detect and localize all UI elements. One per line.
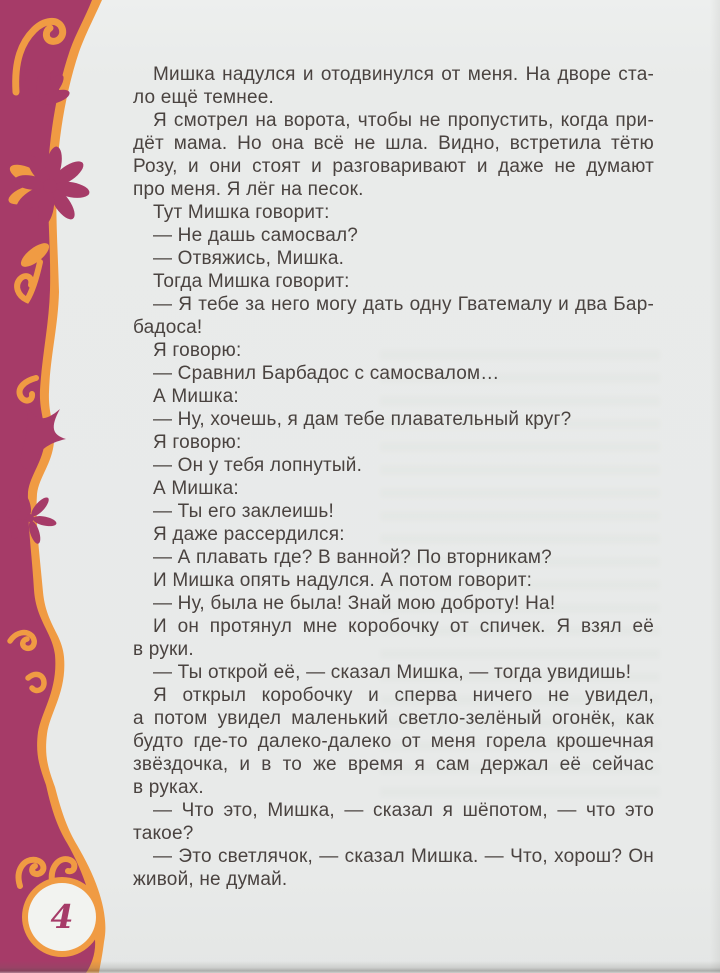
text-line: — Не дашь самосвал? bbox=[153, 225, 359, 246]
text-line: такое? bbox=[133, 823, 194, 844]
text-line: — Ты открой её, — сказал Мишка, — тогда увидишь! bbox=[153, 662, 632, 683]
text-line: в руках. bbox=[133, 777, 204, 798]
text-line: живой, не думай. bbox=[133, 869, 288, 890]
text-line: — Что это, Мишка, — сказал я шёпотом, — что это bbox=[153, 800, 654, 821]
text-line: Тогда Мишка говорит: bbox=[153, 271, 350, 292]
page-right-edge-shadow bbox=[710, 0, 720, 973]
text-line: — Ты его заклеишь! bbox=[153, 501, 335, 522]
text-line: А Мишка: bbox=[153, 478, 239, 499]
text-line: в руки. bbox=[133, 639, 194, 660]
floral-border-ornament bbox=[0, 0, 130, 973]
text-line: — А плавать где? В ванной? По вторникам? bbox=[153, 547, 552, 568]
text-line: — Ну, хочешь, я дам тебе плавательный круг? bbox=[153, 409, 572, 430]
text-line: про меня. Я лёг на песок. bbox=[133, 179, 364, 200]
text-line: Я говорю: bbox=[153, 340, 242, 361]
text-line: Мишка надулся и отодвинулся от меня. На дворе ста- bbox=[153, 64, 654, 85]
text-line: Розу, и они стоят и разговаривают и даже не думают bbox=[133, 156, 654, 177]
text-line: А Мишка: bbox=[153, 386, 239, 407]
text-line: звёздочка, и в то же время я сам держал её сейчас bbox=[133, 754, 654, 775]
text-line: дёт мама. Но она всё не шла. Видно, встретила тётю bbox=[133, 133, 654, 154]
text-line: И Мишка опять надулся. А потом говорит: bbox=[153, 570, 533, 591]
text-line: а потом увидел маленький светло-зелёный огонёк, как bbox=[133, 708, 654, 729]
story-text bbox=[133, 63, 654, 891]
page-number: 4 bbox=[50, 897, 74, 936]
text-line: Я даже рассердился: bbox=[153, 524, 345, 545]
text-line: И он протянул мне коробочку от спичек. Я взял её bbox=[153, 616, 654, 637]
text-line: — Он у тебя лопнутый. bbox=[153, 455, 363, 476]
text-line: Я говорю: bbox=[153, 432, 242, 453]
text-line: будто где-то далеко-далеко от меня горела крошечная bbox=[133, 731, 654, 752]
text-line: — Сравнил Барбадос с самосвалом… bbox=[153, 363, 500, 384]
text-line: — Это светлячок, — сказал Мишка. — Что, хорош? Он bbox=[153, 846, 654, 867]
text-line: — Я тебе за него могу дать одну Гватемалу и два Бар- bbox=[153, 294, 654, 315]
border-magenta-body bbox=[0, 0, 96, 973]
text-line: — Отвяжись, Мишка. bbox=[153, 248, 345, 269]
text-line: Я смотрел на ворота, чтобы не пропустить, когда при- bbox=[153, 110, 654, 131]
text-line: бадоса! bbox=[133, 317, 203, 338]
text-line: ло ещё темнее. bbox=[133, 87, 275, 108]
text-line: Я открыл коробочку и сперва ничего не увидел, bbox=[153, 685, 654, 706]
text-line: — Ну, была не была! Знай мою доброту! На! bbox=[153, 593, 556, 614]
text-line: Тут Мишка говорит: bbox=[153, 202, 330, 223]
